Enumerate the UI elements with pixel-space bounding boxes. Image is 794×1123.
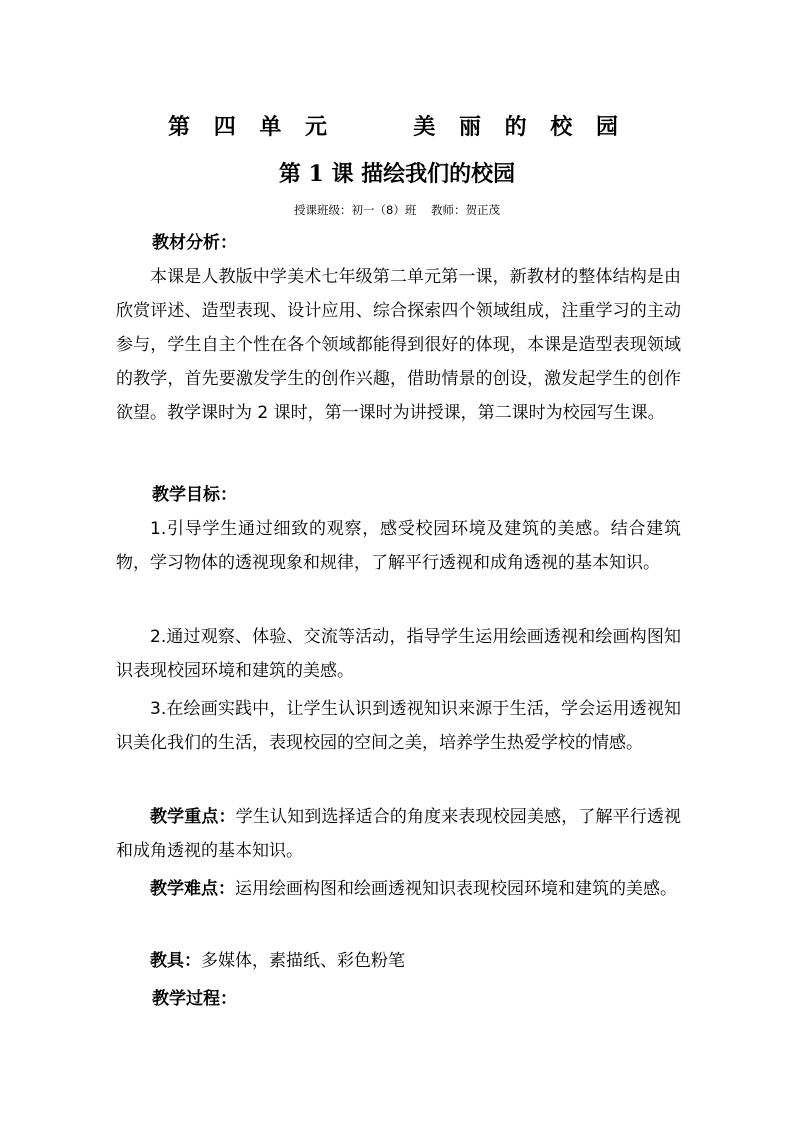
difficulties-text: 运用绘画构图和绘画透视知识表现校园环境和建筑的美感。 [235,879,677,899]
lesson-title: 第 1 课 描绘我们的校园 [278,161,516,187]
tools-paragraph [116,944,681,978]
objective-item-3: 3.在绘画实践中，让学生认识到透视知识来源于生活，学会运用透视知识美化我们的生活，表现校园的空间之美，培养学生热爱学校的情感。 [116,699,681,753]
tools-label: 教具： [150,951,201,971]
objective-item-1: 1.引导学生通过细致的观察，感受校园环境及建筑的美感。结合建筑物，学习物体的透视现象和规律，了解平行透视和成角透视的基本知识。 [116,519,681,573]
key-points-text: 学生认知到选择适合的角度来表现校园美感，了解平行透视和成角透视的基本知识。 [116,807,682,861]
key-points-label: 教学重点： [150,807,236,827]
unit-title: 第 四 单 元 美 丽 的 校 园 [168,114,626,140]
difficulties-label: 教学难点： [150,879,235,899]
class-teacher-info: 授课班级：初一（8）班 教师：贺正茂 [294,203,500,217]
objective-item-2: 2.通过观察、体验、交流等活动，指导学生运用绘画透视和绘画构图知识表现校园环境和建筑的美感。 [116,627,681,681]
analysis-heading: 教材分析： [152,233,237,253]
tools-text: 多媒体，素描纸、彩色粉笔 [201,951,405,971]
key-points-paragraph [116,800,681,868]
difficulties-paragraph [116,872,681,906]
analysis-paragraph: 本课是人教版中学美术七年级第二单元第一课，新教材的整体结构是由欣赏评述、造型表现、设计应用、综合探索四个领域组成，注重学习的主动参与，学生自主个性在各个领域都能得到很好的体现，本课是造型表现领域的教学，首先要激发学生的创作兴趣，借助情景的创设，激发起学生的创作欲望。教学课时为 2 课时，第一课时为讲授课，第二课时为校园写生课。 [116,267,681,423]
objectives-heading: 教学目标： [152,485,237,505]
process-heading: 教学过程： [152,989,237,1009]
